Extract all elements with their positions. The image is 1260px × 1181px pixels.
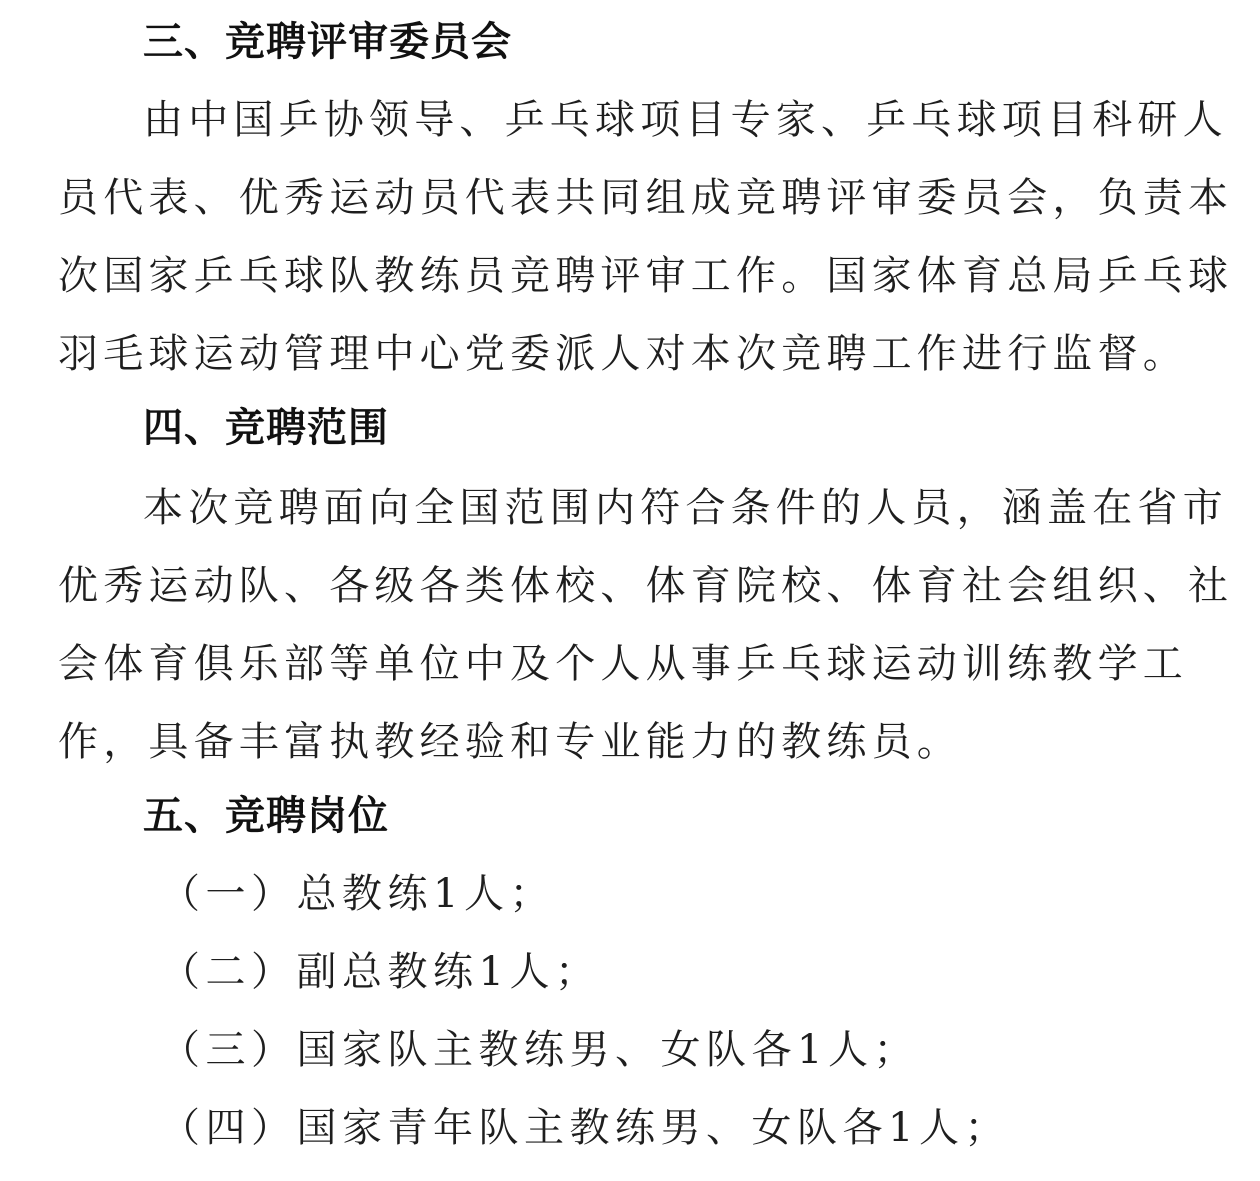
paragraph-line: 会体育俱乐部等单位中及个人从事乒乓球运动训练教学工 xyxy=(58,641,1188,687)
section-heading-review-committee: 三、竞聘评审委员会 xyxy=(143,19,512,65)
paragraph-line: 本次竞聘面向全国范围内符合条件的人员，涵盖在省市 xyxy=(143,485,1228,531)
position-list-item: （一）总教练1人； xyxy=(160,871,555,917)
paragraph-line: 由中国乒协领导、乒乓球项目专家、乒乓球项目科研人 xyxy=(143,97,1228,143)
position-list-item: （四）国家青年队主教练男、女队各1人； xyxy=(160,1105,1010,1151)
section-heading-positions: 五、竞聘岗位 xyxy=(143,793,389,839)
paragraph-line: 羽毛球运动管理中心党委派人对本次竞聘工作进行监督。 xyxy=(58,331,1188,377)
position-list-item: （二）副总教练1人； xyxy=(160,949,601,995)
paragraph-line: 次国家乒乓球队教练员竞聘评审工作。国家体育总局乒乓球 xyxy=(58,253,1234,299)
section-heading-recruitment-scope: 四、竞聘范围 xyxy=(143,405,389,451)
position-list-item: （三）国家队主教练男、女队各1人； xyxy=(160,1027,919,1073)
paragraph-line: 员代表、优秀运动员代表共同组成竞聘评审委员会，负责本 xyxy=(58,175,1234,221)
paragraph-line: 优秀运动队、各级各类体校、体育院校、体育社会组织、社 xyxy=(58,563,1234,609)
paragraph-line: 作，具备丰富执教经验和专业能力的教练员。 xyxy=(58,719,962,765)
